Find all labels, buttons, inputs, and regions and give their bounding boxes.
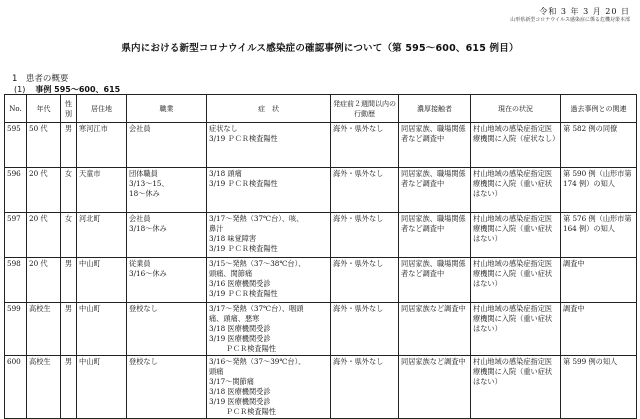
case-contacts-text: 同居家族など調査中	[401, 357, 466, 366]
case-symptoms	[207, 303, 331, 356]
col-header-occupation: 職業	[127, 95, 207, 123]
case-number	[5, 356, 27, 419]
case-sex	[61, 303, 77, 356]
case-travel-text: 海外・県外なし	[333, 124, 384, 133]
case-occupation	[127, 168, 207, 213]
case-symptoms	[207, 213, 331, 258]
case-travel	[331, 356, 399, 419]
case-sex-text: 女	[64, 214, 73, 223]
case-relation	[561, 356, 637, 419]
case-occupation	[127, 258, 207, 303]
document-date: 令和 3 年 3 月 20 日	[539, 7, 630, 16]
case-number-text: 600	[7, 357, 21, 366]
case-symptoms-line: 3/19 医療機関受診	[209, 397, 271, 406]
case-status	[471, 356, 561, 419]
case-age	[27, 213, 61, 258]
table-row	[5, 213, 637, 258]
table-row	[5, 356, 637, 419]
case-residence-text: 寒河江市	[79, 124, 108, 133]
case-symptoms-line: 3/19 ＰＣＲ検査陽性	[209, 134, 278, 143]
case-number-text: 596	[7, 169, 21, 178]
case-symptoms-line: ＰＣＲ検査陽性	[209, 344, 276, 353]
case-occupation	[127, 123, 207, 168]
table-row	[5, 258, 637, 303]
case-residence-text: 天童市	[79, 169, 101, 178]
case-residence	[77, 213, 127, 258]
case-symptoms-line: 3/18 頭痛	[209, 169, 242, 178]
case-number	[5, 168, 27, 213]
case-symptoms-line: 頭痛	[209, 367, 224, 376]
case-symptoms-line: 3/16～発熱（37～39℃台）、	[209, 357, 306, 366]
table-row	[5, 123, 637, 168]
subsection-label: 事例 595～600、615	[35, 85, 121, 94]
table-header-row	[5, 95, 637, 123]
case-residence-text: 中山町	[79, 304, 101, 313]
case-number	[5, 303, 27, 356]
case-status-text: 村山地域の感染症指定医療機関に入院（重い症状はない）	[473, 304, 553, 333]
case-contacts-text: 同居家族など調査中	[401, 304, 466, 313]
case-occupation-line: 3/16～休み	[129, 269, 167, 278]
case-age	[27, 168, 61, 213]
case-occupation	[127, 213, 207, 258]
case-symptoms-line: 3/18 医療機関受診	[209, 387, 271, 396]
case-contacts	[399, 258, 471, 303]
case-status-text: 村山地域の感染症指定医療機関に入院（重い症状はない）	[473, 169, 553, 198]
case-symptoms-line: 症状なし	[209, 124, 238, 133]
case-travel	[331, 123, 399, 168]
case-travel-text: 海外・県外なし	[333, 259, 384, 268]
case-sex	[61, 168, 77, 213]
case-age-text: 20 代	[29, 259, 48, 268]
case-status-text: 村山地域の感染症指定医療機関に入院（重い症状はない）	[473, 259, 553, 288]
case-status-text: 村山地域の感染症指定医療機関に入院（重い症状はない）	[473, 214, 553, 243]
case-symptoms-line: 鼻汁	[209, 224, 224, 233]
case-symptoms	[207, 356, 331, 419]
case-number-text: 595	[7, 124, 21, 133]
case-symptoms-line: 3/17～発熱（37℃台）、咳、	[209, 214, 304, 223]
case-symptoms-line: 3/19 ＰＣＲ検査陽性	[209, 289, 278, 298]
case-residence	[77, 168, 127, 213]
case-symptoms-line: 痛、頭痛、悪寒	[209, 314, 260, 323]
case-symptoms	[207, 258, 331, 303]
case-relation-text: 第 599 例の知人	[563, 357, 618, 366]
case-contacts-text: 同居家族、職場関係者など調査中	[401, 259, 466, 278]
case-symptoms-line: 3/15～発熱（37～38℃台）、	[209, 259, 306, 268]
case-travel	[331, 303, 399, 356]
table-row	[5, 303, 637, 356]
case-sex	[61, 356, 77, 419]
case-symptoms-line: 3/18 医療機関受診	[209, 324, 271, 333]
case-symptoms-line: 頭痛、関節痛	[209, 269, 253, 278]
case-status	[471, 258, 561, 303]
case-symptoms-line: 3/19 ＰＣＲ検査陽性	[209, 244, 278, 253]
case-occupation-line: 従業員	[129, 259, 151, 268]
section-heading: 1 患者の概要	[12, 74, 69, 84]
case-number	[5, 123, 27, 168]
case-relation-text: 調査中	[563, 304, 585, 313]
case-occupation-line: 会社員	[129, 124, 151, 133]
case-sex	[61, 213, 77, 258]
case-travel-text: 海外・県外なし	[333, 214, 384, 223]
subsection-number: (1)	[14, 85, 26, 94]
case-age-text: 20 代	[29, 214, 48, 223]
case-sex-text: 男	[64, 304, 73, 313]
case-number	[5, 213, 27, 258]
col-header-status: 現在の状況	[471, 95, 561, 123]
case-travel	[331, 168, 399, 213]
case-travel-text: 海外・県外なし	[333, 169, 384, 178]
col-header-age: 年代	[27, 95, 61, 123]
case-contacts	[399, 123, 471, 168]
case-occupation-line: 団体職員	[129, 169, 158, 178]
case-relation-text: 第 582 例の同僚	[563, 124, 618, 133]
case-occupation-line: 3/13～15、	[129, 179, 169, 188]
case-age	[27, 303, 61, 356]
case-sex-text: 男	[64, 124, 73, 133]
case-residence	[77, 258, 127, 303]
case-relation	[561, 303, 637, 356]
case-residence-text: 中山町	[79, 357, 101, 366]
case-age	[27, 258, 61, 303]
case-number-text: 598	[7, 259, 21, 268]
case-symptoms-line: 3/17～関節痛	[209, 377, 254, 386]
case-status-text: 村山地域の感染症指定医療機関に入院（症状なし）	[473, 124, 560, 143]
case-age-text: 高校生	[29, 357, 51, 366]
case-contacts	[399, 356, 471, 419]
case-relation-text: 第 590 例（山形市第 174 例）の知人	[563, 169, 632, 188]
col-header-relation: 過去事例との関連	[561, 95, 637, 123]
case-travel	[331, 213, 399, 258]
case-contacts	[399, 303, 471, 356]
col-header-sex: 性別	[61, 95, 77, 123]
case-status	[471, 213, 561, 258]
case-age	[27, 356, 61, 419]
col-header-travel: 発症前２週間以内の行動歴	[331, 95, 399, 123]
case-residence	[77, 303, 127, 356]
case-contacts-text: 同居家族、職場関係者など調査中	[401, 124, 466, 143]
document-title: 県内における新型コロナウイルス感染症の確認事例について（第 595～600、615 例目）	[121, 43, 519, 54]
case-age	[27, 123, 61, 168]
col-header-residence: 居住地	[77, 95, 127, 123]
case-residence	[77, 123, 127, 168]
case-symptoms-line: 3/18 味覚障害	[209, 234, 257, 243]
case-residence-text: 河北町	[79, 214, 101, 223]
case-contacts	[399, 213, 471, 258]
case-age-text: 高校生	[29, 304, 51, 313]
case-relation	[561, 168, 637, 213]
case-number-text: 597	[7, 214, 21, 223]
case-number-text: 599	[7, 304, 21, 313]
case-travel-text: 海外・県外なし	[333, 304, 384, 313]
issuing-department: 山形県新型コロナウイルス感染症に係る危機対策本部	[510, 17, 630, 23]
case-symptoms-line: 3/17～発熱（37℃台）、咽頭	[209, 304, 304, 313]
case-occupation-line: 会社員	[129, 214, 151, 223]
case-status	[471, 123, 561, 168]
case-symptoms-line: 3/19 医療機関受診	[209, 334, 271, 343]
case-sex-text: 女	[64, 169, 73, 178]
case-symptoms	[207, 168, 331, 213]
case-occupation	[127, 303, 207, 356]
case-travel	[331, 258, 399, 303]
case-symptoms-line: 3/19 ＰＣＲ検査陽性	[209, 179, 278, 188]
case-relation-text: 第 576 例（山形市第 164 例）の知人	[563, 214, 632, 233]
case-contacts	[399, 168, 471, 213]
col-header-symptoms: 症 状	[207, 95, 331, 123]
case-symptoms-line: ＰＣＲ検査陽性	[209, 407, 276, 416]
case-contacts-text: 同居家族、職場関係者など調査中	[401, 169, 466, 188]
case-contacts-text: 同居家族、職場関係者など調査中	[401, 214, 466, 233]
case-symptoms	[207, 123, 331, 168]
case-sex	[61, 258, 77, 303]
case-status-text: 村山地域の感染症指定医療機関に入院（重い症状はない）	[473, 357, 553, 386]
case-sex-text: 男	[64, 357, 73, 366]
case-occupation-line: 3/18～休み	[129, 224, 167, 233]
case-status	[471, 168, 561, 213]
case-occupation-line: 登校なし	[129, 304, 158, 313]
case-relation	[561, 258, 637, 303]
case-age-text: 20 代	[29, 169, 48, 178]
case-occupation	[127, 356, 207, 419]
case-residence-text: 中山町	[79, 259, 101, 268]
case-travel-text: 海外・県外なし	[333, 357, 384, 366]
case-relation	[561, 213, 637, 258]
case-relation	[561, 123, 637, 168]
case-status	[471, 303, 561, 356]
case-sex	[61, 123, 77, 168]
case-symptoms-line: 3/16 医療機関受診	[209, 279, 271, 288]
case-table	[4, 94, 637, 419]
table-row	[5, 168, 637, 213]
col-header-no: No.	[5, 95, 27, 123]
case-occupation-line: 登校なし	[129, 357, 158, 366]
case-number	[5, 258, 27, 303]
col-header-contacts: 濃厚接触者	[399, 95, 471, 123]
case-sex-text: 男	[64, 259, 73, 268]
case-occupation-line: 18～休み	[129, 189, 160, 198]
case-relation-text: 調査中	[563, 259, 585, 268]
case-age-text: 50 代	[29, 124, 48, 133]
case-residence	[77, 356, 127, 419]
